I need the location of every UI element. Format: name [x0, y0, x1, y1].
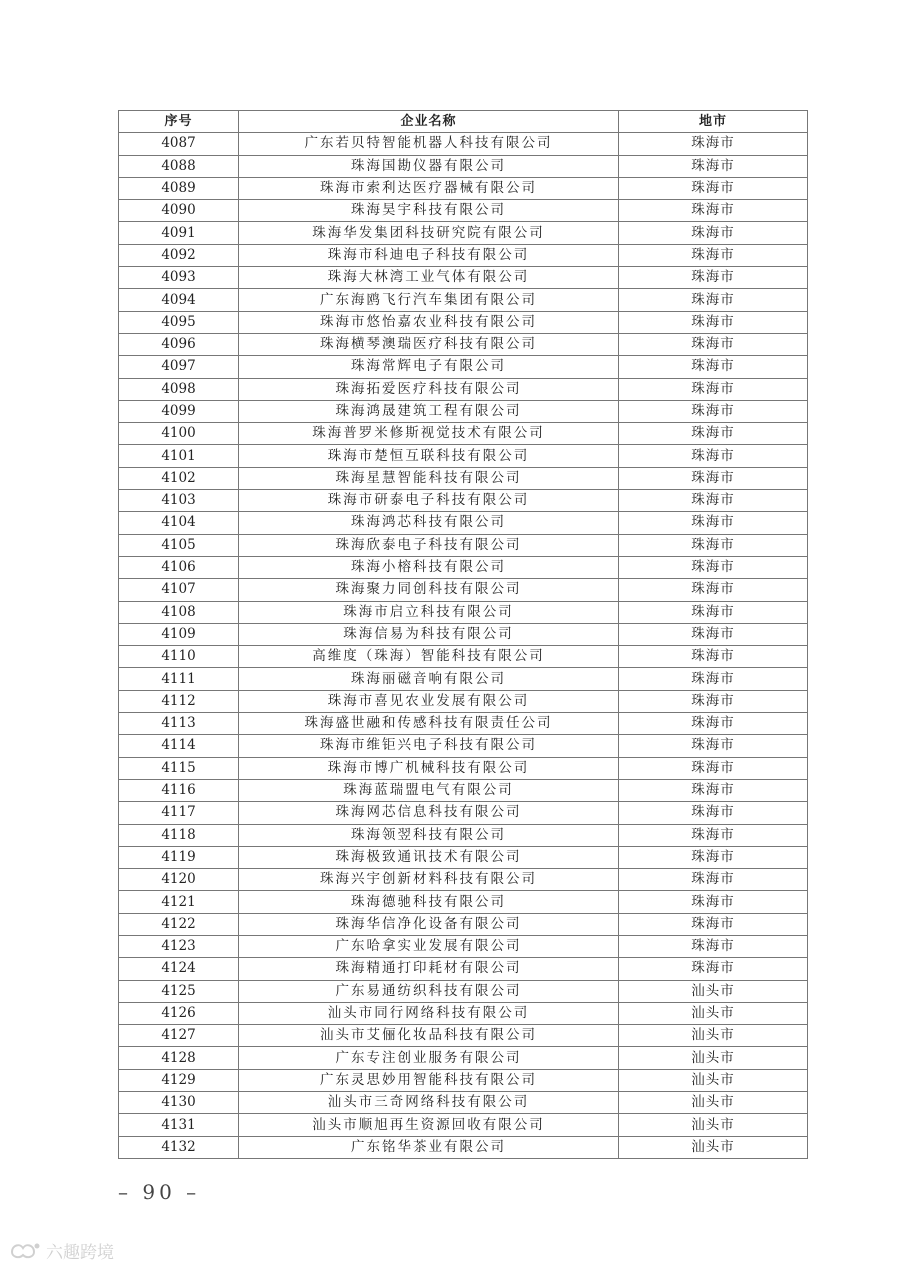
- header-serial-number: 序号: [119, 111, 239, 133]
- table-row: [119, 222, 808, 244]
- table-body: [119, 133, 808, 1159]
- enterprise-name-cell: 广东哈拿实业发展有限公司: [239, 935, 619, 957]
- serial-number-cell: 4098: [119, 378, 239, 400]
- city-cell: 珠海市: [619, 846, 808, 868]
- header-enterprise-name: 企业名称: [239, 111, 619, 133]
- enterprise-name-cell: 珠海市索利达医疗器械有限公司: [239, 177, 619, 199]
- enterprise-name-cell: 高维度（珠海）智能科技有限公司: [239, 646, 619, 668]
- serial-number-cell: 4127: [119, 1025, 239, 1047]
- table-row: [119, 200, 808, 222]
- serial-number-cell: 4130: [119, 1092, 239, 1114]
- city-cell: 珠海市: [619, 467, 808, 489]
- enterprise-name-cell: 汕头市艾俪化妆品科技有限公司: [239, 1025, 619, 1047]
- table-row: [119, 133, 808, 155]
- enterprise-name-cell: 珠海华发集团科技研究院有限公司: [239, 222, 619, 244]
- serial-number-cell: 4101: [119, 445, 239, 467]
- enterprise-name-cell: 珠海兴宇创新材料科技有限公司: [239, 869, 619, 891]
- serial-number-cell: 4088: [119, 155, 239, 177]
- city-cell: 珠海市: [619, 512, 808, 534]
- enterprise-name-cell: 珠海欣泰电子科技有限公司: [239, 534, 619, 556]
- table-row: [119, 802, 808, 824]
- table-row: [119, 244, 808, 266]
- page-number: – 90 –: [118, 1180, 201, 1204]
- enterprise-name-cell: 珠海市科迪电子科技有限公司: [239, 244, 619, 266]
- table-row: [119, 601, 808, 623]
- serial-number-cell: 4114: [119, 735, 239, 757]
- serial-number-cell: 4117: [119, 802, 239, 824]
- enterprise-name-cell: 汕头市三奇网络科技有限公司: [239, 1092, 619, 1114]
- enterprise-name-cell: 珠海精通打印耗材有限公司: [239, 958, 619, 980]
- serial-number-cell: 4095: [119, 311, 239, 333]
- enterprise-name-cell: 珠海昊宇科技有限公司: [239, 200, 619, 222]
- serial-number-cell: 4113: [119, 713, 239, 735]
- serial-number-cell: 4125: [119, 980, 239, 1002]
- enterprise-name-cell: 珠海市启立科技有限公司: [239, 601, 619, 623]
- table-row: [119, 713, 808, 735]
- city-cell: 珠海市: [619, 735, 808, 757]
- enterprise-name-cell: 珠海德驰科技有限公司: [239, 891, 619, 913]
- enterprise-name-cell: 珠海网芯信息科技有限公司: [239, 802, 619, 824]
- serial-number-cell: 4109: [119, 623, 239, 645]
- serial-number-cell: 4129: [119, 1069, 239, 1091]
- city-cell: 珠海市: [619, 757, 808, 779]
- city-cell: 汕头市: [619, 1047, 808, 1069]
- city-cell: 珠海市: [619, 601, 808, 623]
- serial-number-cell: 4105: [119, 534, 239, 556]
- city-cell: 珠海市: [619, 913, 808, 935]
- city-cell: 珠海市: [619, 378, 808, 400]
- serial-number-cell: 4092: [119, 244, 239, 266]
- enterprise-name-cell: 珠海星慧智能科技有限公司: [239, 467, 619, 489]
- table-row: [119, 289, 808, 311]
- city-cell: 珠海市: [619, 490, 808, 512]
- enterprise-name-cell: 珠海丽磁音响有限公司: [239, 668, 619, 690]
- table-row: [119, 579, 808, 601]
- table-row: [119, 490, 808, 512]
- city-cell: 珠海市: [619, 177, 808, 199]
- table-row: [119, 958, 808, 980]
- serial-number-cell: 4090: [119, 200, 239, 222]
- city-cell: 珠海市: [619, 244, 808, 266]
- enterprise-name-cell: 珠海横琴澳瑞医疗科技有限公司: [239, 333, 619, 355]
- table-row: [119, 155, 808, 177]
- city-cell: 珠海市: [619, 267, 808, 289]
- enterprise-name-cell: 珠海常辉电子有限公司: [239, 356, 619, 378]
- city-cell: 珠海市: [619, 556, 808, 578]
- header-row: [119, 111, 808, 133]
- table-row: [119, 824, 808, 846]
- city-cell: 珠海市: [619, 423, 808, 445]
- serial-number-cell: 4121: [119, 891, 239, 913]
- table-header: [119, 111, 808, 133]
- table-row: [119, 556, 808, 578]
- table-row: [119, 356, 808, 378]
- city-cell: 珠海市: [619, 333, 808, 355]
- enterprise-name-cell: 广东易通纺织科技有限公司: [239, 980, 619, 1002]
- city-cell: 珠海市: [619, 958, 808, 980]
- enterprise-name-cell: 广东铭华茶业有限公司: [239, 1136, 619, 1158]
- city-cell: 珠海市: [619, 646, 808, 668]
- table-row: [119, 1002, 808, 1024]
- enterprise-name-cell: 珠海盛世融和传感科技有限责任公司: [239, 713, 619, 735]
- table-row: [119, 891, 808, 913]
- table-row: [119, 267, 808, 289]
- serial-number-cell: 4104: [119, 512, 239, 534]
- enterprise-name-cell: 珠海大林湾工业气体有限公司: [239, 267, 619, 289]
- serial-number-cell: 4103: [119, 490, 239, 512]
- table-row: [119, 467, 808, 489]
- enterprise-name-cell: 广东若贝特智能机器人科技有限公司: [239, 133, 619, 155]
- brand-logo-icon: [8, 1240, 42, 1262]
- table-row: [119, 646, 808, 668]
- enterprise-name-cell: 珠海小榕科技有限公司: [239, 556, 619, 578]
- serial-number-cell: 4123: [119, 935, 239, 957]
- city-cell: 汕头市: [619, 1002, 808, 1024]
- serial-number-cell: 4089: [119, 177, 239, 199]
- serial-number-cell: 4102: [119, 467, 239, 489]
- city-cell: 珠海市: [619, 668, 808, 690]
- table-row: [119, 378, 808, 400]
- city-cell: 汕头市: [619, 1114, 808, 1136]
- enterprise-name-cell: 珠海极致通讯技术有限公司: [239, 846, 619, 868]
- serial-number-cell: 4131: [119, 1114, 239, 1136]
- serial-number-cell: 4108: [119, 601, 239, 623]
- city-cell: 珠海市: [619, 623, 808, 645]
- table-row: [119, 1047, 808, 1069]
- city-cell: 珠海市: [619, 133, 808, 155]
- city-cell: 珠海市: [619, 222, 808, 244]
- table-row: [119, 757, 808, 779]
- enterprise-name-cell: 珠海聚力同创科技有限公司: [239, 579, 619, 601]
- enterprise-name-cell: 珠海市悠怡嘉农业科技有限公司: [239, 311, 619, 333]
- enterprise-name-cell: 汕头市顺旭再生资源回收有限公司: [239, 1114, 619, 1136]
- serial-number-cell: 4099: [119, 400, 239, 422]
- city-cell: 珠海市: [619, 713, 808, 735]
- city-cell: 珠海市: [619, 802, 808, 824]
- enterprise-name-cell: 珠海蓝瑞盟电气有限公司: [239, 779, 619, 801]
- serial-number-cell: 4093: [119, 267, 239, 289]
- serial-number-cell: 4126: [119, 1002, 239, 1024]
- watermark: [8, 1238, 114, 1263]
- city-cell: 珠海市: [619, 200, 808, 222]
- city-cell: 珠海市: [619, 935, 808, 957]
- serial-number-cell: 4100: [119, 423, 239, 445]
- watermark-text: 六趣跨境: [46, 1243, 114, 1263]
- table-row: [119, 400, 808, 422]
- city-cell: 珠海市: [619, 869, 808, 891]
- enterprise-name-cell: 珠海市研泰电子科技有限公司: [239, 490, 619, 512]
- table-row: [119, 311, 808, 333]
- table-row: [119, 623, 808, 645]
- enterprise-name-cell: 珠海信易为科技有限公司: [239, 623, 619, 645]
- serial-number-cell: 4096: [119, 333, 239, 355]
- table-row: [119, 779, 808, 801]
- table-row: [119, 913, 808, 935]
- enterprise-name-cell: 珠海国勘仪器有限公司: [239, 155, 619, 177]
- city-cell: 珠海市: [619, 690, 808, 712]
- table-row: [119, 690, 808, 712]
- table-row: [119, 423, 808, 445]
- table-row: [119, 534, 808, 556]
- serial-number-cell: 4111: [119, 668, 239, 690]
- header-city: 地市: [619, 111, 808, 133]
- table-row: [119, 668, 808, 690]
- table-row: [119, 1114, 808, 1136]
- serial-number-cell: 4091: [119, 222, 239, 244]
- table-row: [119, 333, 808, 355]
- serial-number-cell: 4097: [119, 356, 239, 378]
- city-cell: 珠海市: [619, 400, 808, 422]
- serial-number-cell: 4110: [119, 646, 239, 668]
- enterprise-name-cell: 珠海市维钜兴电子科技有限公司: [239, 735, 619, 757]
- city-cell: 汕头市: [619, 1092, 808, 1114]
- table-row: [119, 846, 808, 868]
- city-cell: 汕头市: [619, 1025, 808, 1047]
- city-cell: 汕头市: [619, 980, 808, 1002]
- serial-number-cell: 4087: [119, 133, 239, 155]
- city-cell: 珠海市: [619, 289, 808, 311]
- enterprise-table: [118, 110, 808, 1159]
- city-cell: 珠海市: [619, 579, 808, 601]
- city-cell: 汕头市: [619, 1069, 808, 1091]
- city-cell: 珠海市: [619, 779, 808, 801]
- city-cell: 珠海市: [619, 155, 808, 177]
- serial-number-cell: 4119: [119, 846, 239, 868]
- table-row: [119, 445, 808, 467]
- serial-number-cell: 4122: [119, 913, 239, 935]
- enterprise-name-cell: 珠海鸿芯科技有限公司: [239, 512, 619, 534]
- serial-number-cell: 4116: [119, 779, 239, 801]
- enterprise-name-cell: 珠海领翌科技有限公司: [239, 824, 619, 846]
- table-row: [119, 177, 808, 199]
- city-cell: 珠海市: [619, 891, 808, 913]
- enterprise-name-cell: 广东海鸥飞行汽车集团有限公司: [239, 289, 619, 311]
- serial-number-cell: 4118: [119, 824, 239, 846]
- table-row: [119, 1092, 808, 1114]
- table-row: [119, 1136, 808, 1158]
- enterprise-name-cell: 珠海拓爱医疗科技有限公司: [239, 378, 619, 400]
- table-row: [119, 735, 808, 757]
- enterprise-name-cell: 广东专注创业服务有限公司: [239, 1047, 619, 1069]
- table-row: [119, 869, 808, 891]
- serial-number-cell: 4120: [119, 869, 239, 891]
- table-row: [119, 980, 808, 1002]
- city-cell: 珠海市: [619, 824, 808, 846]
- enterprise-name-cell: 珠海市博广机械科技有限公司: [239, 757, 619, 779]
- serial-number-cell: 4094: [119, 289, 239, 311]
- enterprise-name-cell: 珠海市楚恒互联科技有限公司: [239, 445, 619, 467]
- serial-number-cell: 4132: [119, 1136, 239, 1158]
- city-cell: 珠海市: [619, 534, 808, 556]
- city-cell: 珠海市: [619, 356, 808, 378]
- serial-number-cell: 4112: [119, 690, 239, 712]
- enterprise-name-cell: 珠海鸿晟建筑工程有限公司: [239, 400, 619, 422]
- enterprise-name-cell: 珠海华信净化设备有限公司: [239, 913, 619, 935]
- city-cell: 汕头市: [619, 1136, 808, 1158]
- enterprise-name-cell: 汕头市同行网络科技有限公司: [239, 1002, 619, 1024]
- table-row: [119, 1025, 808, 1047]
- table-row: [119, 512, 808, 534]
- serial-number-cell: 4128: [119, 1047, 239, 1069]
- serial-number-cell: 4106: [119, 556, 239, 578]
- serial-number-cell: 4124: [119, 958, 239, 980]
- serial-number-cell: 4115: [119, 757, 239, 779]
- table-row: [119, 935, 808, 957]
- enterprise-name-cell: 珠海市喜见农业发展有限公司: [239, 690, 619, 712]
- city-cell: 珠海市: [619, 445, 808, 467]
- enterprise-name-cell: 广东灵思妙用智能科技有限公司: [239, 1069, 619, 1091]
- table-row: [119, 1069, 808, 1091]
- serial-number-cell: 4107: [119, 579, 239, 601]
- enterprise-name-cell: 珠海普罗米修斯视觉技术有限公司: [239, 423, 619, 445]
- city-cell: 珠海市: [619, 311, 808, 333]
